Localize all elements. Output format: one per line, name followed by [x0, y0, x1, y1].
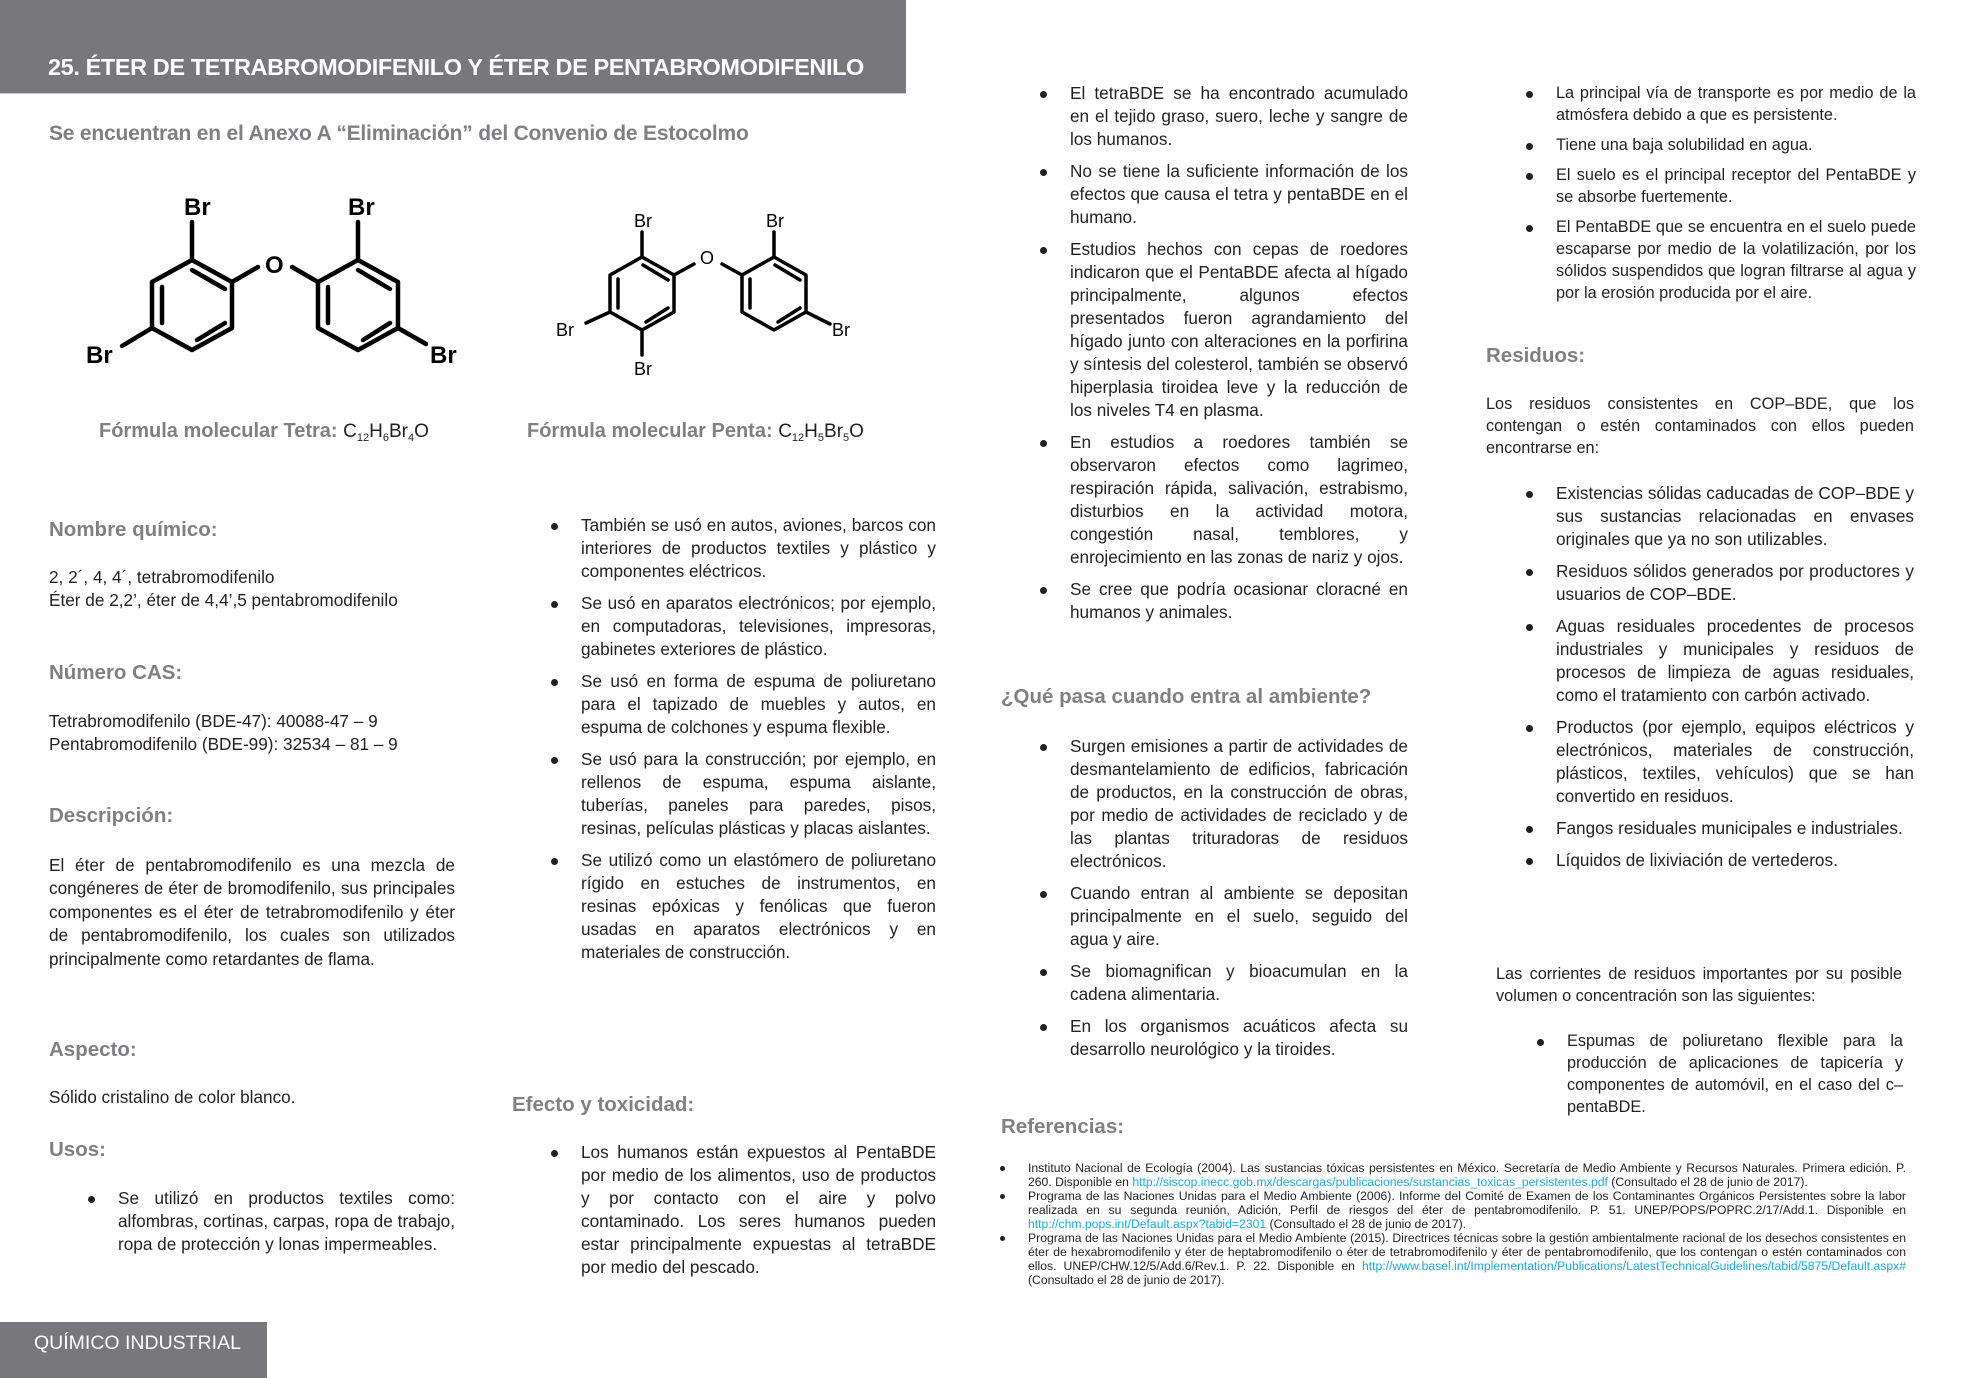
list-item: En estudios a roedores también se observaron efectos como lagrimeo, respiración rápida, salivación, estrabismo, disturbios en la actividad motora, congestión nasal, temblores, y enrojecimiento en las zonas de nariz y ojos.: [1070, 431, 1408, 569]
descripcion-text: El éter de pentabromodifenilo es una mezcla de congéneres de éter de bromodifenilo, sus principales componentes es el éter de tetrabromodifenilo y éter de pentabromodifenilo, los cuales son utilizados principalmente como retardantes de flama.: [49, 855, 455, 969]
bullet-icon: [1526, 826, 1533, 833]
bullet-icon: [1040, 969, 1047, 976]
list-item: Residuos sólidos generados por productores y usuarios de COP–BDE.: [1556, 560, 1914, 606]
referencias-heading: Referencias:: [1001, 1115, 1125, 1138]
corrientes-list: [1567, 1030, 1903, 1126]
atom-label: Br: [430, 342, 457, 369]
list-item: Se biomagnifican y bioacumulan en la cadena alimentaria.: [1070, 960, 1408, 1006]
page-subtitle: Se encuentran en el Anexo A “Eliminación” del Convenio de Estocolmo: [49, 122, 749, 145]
bullet-icon: [1040, 247, 1047, 254]
bullet-icon: [1526, 624, 1533, 631]
reference-item: Instituto Nacional de Ecología (2004). Las sustancias tóxicas persistentes en México. Secretaría de Medio Ambiente y Recursos Naturales. Primera edición. P. 260. Disponible en http://siscop.inecc.gob.mx/descargas/publicaciones/sustancias_toxicas_persistentes.pdf (Consultado el 28 de junio de 2017).: [1028, 1161, 1906, 1189]
list-item: Se cree que podría ocasionar cloracné en humanos y animales.: [1070, 578, 1408, 624]
list-item: Espumas de poliuretano flexible para la producción de aplicaciones de tapicería y componentes de automóvil, en el caso del c–pentaBDE.: [1567, 1030, 1903, 1118]
list-item: Se utilizó en productos textiles como: alfombras, cortinas, carpas, ropa de trabajo, ropa de protección y lonas impermeables.: [118, 1187, 455, 1256]
footer-label: QUÍMICO INDUSTRIAL: [34, 1332, 241, 1354]
bullet-icon: [1526, 173, 1533, 180]
bullet-icon: [88, 1196, 95, 1203]
bullet-icon: [551, 1150, 558, 1157]
reference-link[interactable]: http://www.basel.int/Implementation/Publications/LatestTechnicalGuidelines/tabid/5875/Default.aspx#: [1361, 1259, 1906, 1273]
bullet-icon: [1526, 725, 1533, 732]
bullet-icon: [1000, 1236, 1005, 1241]
atom-label: Br: [184, 194, 211, 221]
formula-penta-value: $C_{12}H_5Br_5O$: [778, 421, 864, 444]
list-item: También se usó en autos, aviones, barcos con interiores de productos textiles y plástico y componentes eléctricos.: [581, 514, 936, 583]
bullet-icon: [551, 757, 558, 764]
atom-label: Br: [348, 194, 375, 221]
list-item: Cuando entran al ambiente se depositan principalmente en el suelo, seguido del agua y aire.: [1070, 882, 1408, 951]
atom-label: Br: [832, 320, 850, 340]
list-item: El PentaBDE que se encuentra en el suelo puede escaparse por medio de la volatilización, por los sólidos suspendidos que logran filtrarse al agua y por la erosión producida por el aire.: [1556, 216, 1916, 304]
ambiente-list-col3: [1070, 735, 1408, 1070]
list-item: Líquidos de lixiviación de vertederos.: [1556, 849, 1914, 872]
usos-heading: Usos:: [49, 1138, 106, 1161]
formula-tetra-value: $C_{12}H_6Br_4O$: [343, 421, 429, 444]
atom-label: Br: [766, 211, 784, 231]
list-item: Fangos residuales municipales e industriales.: [1556, 817, 1914, 840]
nombre-quimico-heading: Nombre químico:: [49, 518, 218, 541]
efecto-list-col3: [1070, 82, 1408, 633]
ambiente-list-col4: [1556, 82, 1916, 312]
nombre-line: 2, 2´, 4, 4´, tetrabromodifenilo: [49, 567, 275, 587]
bullet-icon: [551, 601, 558, 608]
numero-cas-heading: Número CAS:: [49, 661, 183, 684]
list-item: Se utilizó como un elastómero de poliuretano rígido en estuches de instrumentos, en resinas epóxicas y fenólicas que fueron usadas en aparatos electrónicos y en materiales de construcción.: [581, 849, 936, 964]
aspecto-heading: Aspecto:: [49, 1038, 137, 1061]
bullet-icon: [1040, 587, 1047, 594]
efecto-toxicidad-heading: Efecto y toxicidad:: [512, 1093, 695, 1116]
formula-penta: [527, 420, 864, 444]
bullet-icon: [1526, 569, 1533, 576]
bullet-icon: [551, 523, 558, 530]
bullet-icon: [1526, 225, 1533, 232]
reference-item: Programa de las Naciones Unidas para el Medio Ambiente (2015). Directrices técnicas sobre la gestión ambientalmente racional de los desechos consistentes en éter de hexabromodifenilo y éter de heptabromodifenilo o éter de tetrabromodifenilo y éter de pentabromodifenilo, que los contengan o estén contaminados con ellos. UNEP/CHW.12/5/Add.6/Rev.1. P. 22. Disponible en http://www.basel.int/Implementation/Publications/LatestTechnicalGuidelines/tabid/5875/Default.aspx# (Consultado el 28 de junio de 2017).: [1028, 1231, 1906, 1287]
bullet-icon: [1040, 91, 1047, 98]
residuos-heading: Residuos:: [1486, 344, 1586, 367]
atom-label: Br: [86, 342, 113, 369]
list-item: Aguas residuales procedentes de procesos industriales y municipales y residuos de procesos de limpieza de aguas residuales, como el tratamiento con carbón activado.: [1556, 615, 1914, 707]
ambiente-heading: ¿Qué pasa cuando entra al ambiente?: [1001, 685, 1372, 708]
bullet-icon: [1000, 1166, 1005, 1171]
list-item: No se tiene la suficiente información de los efectos que causa el tetra y pentaBDE en el humano.: [1070, 160, 1408, 229]
reference-item: Programa de las Naciones Unidas para el Medio Ambiente (2006). Informe del Comité de Examen de los Contaminantes Orgánicos Persistentes sobre la labor realizada en su segunda reunión, Adición, Perfil de riesgos del éter de pentabromodifenilo. P. 51. UNEP/POPS/POPRC.2/17/Add.1. Disponible en http://chm.pops.int/Default.aspx?tabid=2301 (Consultado el 28 de junio de 2017).: [1028, 1189, 1906, 1231]
list-item: El tetraBDE se ha encontrado acumulado en el tejido graso, suero, leche y sangre de los humanos.: [1070, 82, 1408, 151]
numero-cas-text: [49, 710, 489, 757]
tetra-structure-diagram: [80, 190, 480, 390]
nombre-line: Éter de 2,2’, éter de 4,4’,5 pentabromodifenilo: [49, 590, 398, 611]
list-item: Estudios hechos con cepas de roedores indicaron que el PentaBDE afecta al hígado principalmente, algunos efectos presentados fueron agrandamiento del hígado junto con alteraciones en la porfirina y síntesis del colesterol, también se observó hiperplasia tiroidea leve y la reducción de los niveles T4 en plasma.: [1070, 238, 1408, 422]
formula-penta-label: Fórmula molecular Penta:: [527, 420, 773, 442]
penta-molecule-svg: [548, 200, 868, 380]
efecto-list-col2: [581, 1141, 936, 1288]
bullet-icon: [1000, 1194, 1005, 1199]
bullet-icon: [1040, 891, 1047, 898]
bullet-icon: [1526, 858, 1533, 865]
reference-link[interactable]: http://siscop.inecc.gob.mx/descargas/publicaciones/sustancias_toxicas_persistentes.pdf: [1132, 1175, 1608, 1189]
bullet-icon: [1040, 169, 1047, 176]
reference-link[interactable]: http://chm.pops.int/Default.aspx?tabid=2301: [1028, 1217, 1267, 1231]
residuos-intro: Los residuos consistentes en COP–BDE, que los contengan o estén contaminados con ellos pueden encontrarse en:: [1486, 395, 1914, 457]
list-item: Se usó en aparatos electrónicos; por ejemplo, en computadoras, televisiones, impresoras, gabinetes exteriores de plástico.: [581, 592, 936, 661]
bullet-icon: [1537, 1039, 1544, 1046]
atom-label: O: [265, 252, 284, 279]
bullet-icon: [1040, 440, 1047, 447]
penta-structure-diagram: [548, 200, 868, 380]
list-item: Surgen emisiones a partir de actividades de desmantelamiento de edificios, fabricación de productos, en la construcción de obras, por medio de actividades de reciclado y de las plantas trituradoras de residuos electrónicos.: [1070, 735, 1408, 873]
list-item: Los humanos están expuestos al PentaBDE por medio de los alimentos, uso de productos y por contacto con el aire y polvo contaminado. Los seres humanos pueden estar principalmente expuestas al tetraBDE por medio del pescado.: [581, 1141, 936, 1279]
list-item: Se usó para la construcción; por ejemplo, en rellenos de espuma, espuma aislante, tuberías, paneles para paredes, pisos, resinas, películas plásticas y placas aislantes.: [581, 748, 936, 840]
atom-label: Br: [634, 211, 652, 231]
bullet-icon: [1526, 143, 1533, 150]
nombre-quimico-text: [49, 566, 489, 613]
cas-line: Tetrabromodifenilo (BDE-47): 40088-47 – 9: [49, 711, 378, 731]
formula-tetra: [99, 420, 429, 444]
atom-label: Br: [634, 359, 652, 379]
corrientes-intro: Las corrientes de residuos importantes por su posible volumen o concentración son las siguientes:: [1496, 965, 1902, 1005]
bullet-icon: [1040, 1024, 1047, 1031]
usos-list-col1: [118, 1187, 455, 1265]
residuos-list: [1556, 482, 1914, 881]
aspecto-text: Sólido cristalino de color blanco.: [49, 1087, 296, 1107]
list-item: En los organismos acuáticos afecta su desarrollo neurológico y la tiroides.: [1070, 1015, 1408, 1061]
bullet-icon: [1040, 744, 1047, 751]
atom-label: Br: [556, 320, 574, 340]
list-item: El suelo es el principal receptor del PentaBDE y se absorbe fuertemente.: [1556, 164, 1916, 208]
bullet-icon: [551, 679, 558, 686]
list-item: Tiene una baja solubilidad en agua.: [1556, 134, 1916, 156]
list-item: Existencias sólidas caducadas de COP–BDE y sus sustancias relacionadas en envases originales que ya no son utilizables.: [1556, 482, 1914, 551]
cas-line: Pentabromodifenilo (BDE-99): 32534 – 81 – 9: [49, 734, 398, 755]
bullet-icon: [1526, 91, 1533, 98]
bullet-icon: [551, 858, 558, 865]
tetra-molecule-svg: [80, 190, 480, 390]
list-item: Se usó en forma de espuma de poliuretano para el tapizado de muebles y autos, en espuma de colchones y espuma flexible.: [581, 670, 936, 739]
references-list: [1028, 1161, 1906, 1287]
bullet-icon: [1526, 491, 1533, 498]
header-bar: [0, 0, 906, 94]
page-title: 25. ÉTER DE TETRABROMODIFENILO Y ÉTER DE PENTABROMODIFENILO: [48, 54, 864, 80]
list-item: La principal vía de transporte es por medio de la atmósfera debido a que es persistente.: [1556, 82, 1916, 126]
list-item: Productos (por ejemplo, equipos eléctricos y electrónicos, materiales de construcción, plásticos, textiles, vehículos) que se han convertido en residuos.: [1556, 716, 1914, 808]
descripcion-heading: Descripción:: [49, 804, 174, 827]
footer-section-tab: [0, 1322, 267, 1378]
usos-list-col2: [581, 514, 936, 973]
formula-tetra-label: Fórmula molecular Tetra:: [99, 420, 338, 442]
atom-label: O: [700, 248, 715, 268]
